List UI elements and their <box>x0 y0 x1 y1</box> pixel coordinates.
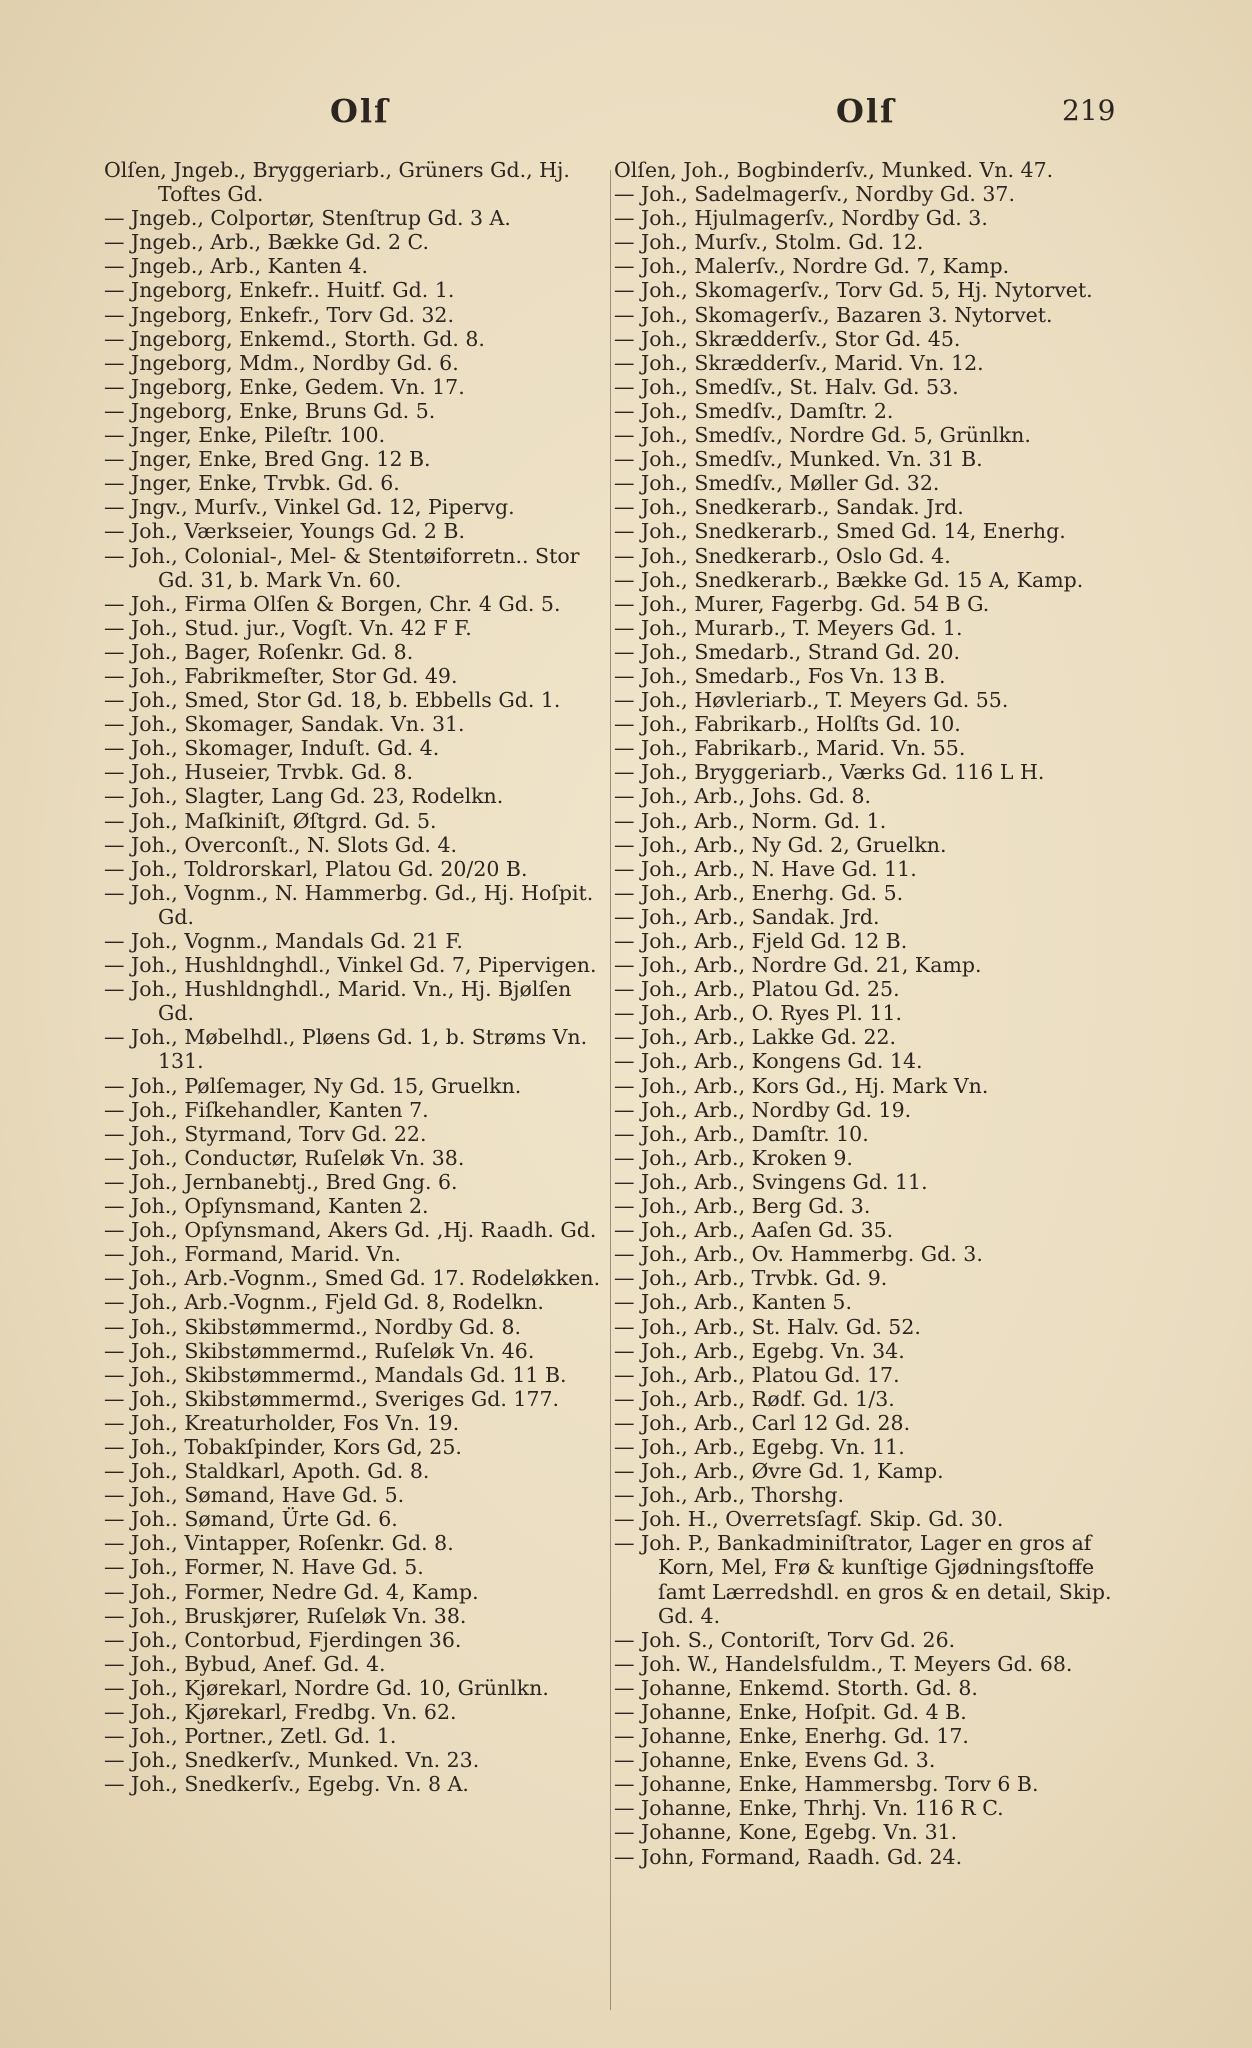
directory-entry: — Joh., Maſkiniſt, Øſtgrd. Gd. 5. <box>104 808 437 833</box>
directory-entry: — Joh., Skrædderſv., Marid. Vn. 12. <box>614 350 984 375</box>
directory-entry: — Joh., Arb.-Vognm., Fjeld Gd. 8, Rodelkn. <box>104 1290 544 1315</box>
directory-entry: Olſen, Joh., Bogbinderſv., Munked. Vn. 47. <box>614 158 1054 182</box>
directory-entry: — Joh., Smedarb., Strand Gd. 20. <box>614 639 961 664</box>
directory-entry: — Joh., Snedkerarb., Sandak. Jrd. <box>614 495 964 520</box>
directory-entry: — Jngeborg, Enke, Gedem. Vn. 17. <box>104 374 465 399</box>
directory-entry: — Joh., Skomager, Sandak. Vn. 31. <box>104 712 465 737</box>
directory-entry: — Joh., Arb., Carl 12 Gd. 28. <box>614 1410 911 1435</box>
directory-entry: — Joh., Former, Nedre Gd. 4, Kamp. <box>104 1579 479 1604</box>
directory-entry: — Joh., Stud. jur., Vogſt. Vn. 42 F F. <box>104 615 472 640</box>
directory-entry: — Joh., Murer, Fagerbg. Gd. 54 B G. <box>614 591 990 616</box>
directory-entry: — Joh., Arb., Berg Gd. 3. <box>614 1194 871 1219</box>
directory-entry: — Joh., Arb.-Vognm., Smed Gd. 17. Rodeløkken. <box>104 1266 601 1291</box>
directory-entry: — Johanne, Enke, Hoſpit. Gd. 4 B. <box>614 1700 967 1724</box>
directory-entry: — Joh., Arb., Thorshg. <box>614 1483 844 1508</box>
directory-entry: — Joh., Høvleriarb., T. Meyers Gd. 55. <box>614 688 1009 713</box>
directory-entry: — Jnger, Enke, Pileſtr. 100. <box>104 423 386 448</box>
directory-entry: — Joh., Skomagerſv., Bazaren 3. Nytorvet. <box>614 302 1053 327</box>
directory-entry: — Joh., Snedkerarb., Oslo Gd. 4. <box>614 543 951 568</box>
directory-entry: — Joh., Skibstømmermd., Sveriges Gd. 177. <box>104 1386 560 1411</box>
directory-entry: — Joh., Arb., Nordby Gd. 19. <box>614 1097 912 1122</box>
directory-entry: — Joh., Smed, Stor Gd. 18, b. Ebbells Gd. 1. <box>104 688 561 713</box>
directory-entry: — Joh., Sømand, Have Gd. 5. <box>104 1483 405 1508</box>
directory-entry: — Joh., Firma Olſen & Borgen, Chr. 4 Gd. 5. <box>104 591 561 616</box>
directory-entry: — Joh., Smedſv., Møller Gd. 32. <box>614 471 940 496</box>
directory-entry: — Joh., Fabrikarb., Marid. Vn. 55. <box>614 736 966 761</box>
directory-entry: — Joh., Arb., Sandak. Jrd. <box>614 904 880 929</box>
directory-entry: — Joh., Staldkarl, Apoth. Gd. 8. <box>104 1459 430 1484</box>
directory-entry: — Jnger, Enke, Trvbk. Gd. 6. <box>104 471 400 496</box>
directory-entry: — Joh., Murſv., Stolm. Gd. 12. <box>614 230 924 255</box>
directory-entry: — Joh., Slagter, Lang Gd. 23, Rodelkn. <box>104 784 504 809</box>
directory-entry: — Joh., Arb., Øvre Gd. 1, Kamp. <box>614 1459 944 1484</box>
directory-entry: — Joh., Skomagerſv., Torv Gd. 5, Hj. Nytorvet. <box>614 278 1093 303</box>
directory-entry: — Joh., Overconſt., N. Slots Gd. 4. <box>104 832 458 857</box>
directory-entry: — Joh., Værkseier, Youngs Gd. 2 B. <box>104 519 465 544</box>
directory-entry: — Joh., Kreaturholder, Fos Vn. 19. <box>104 1410 460 1435</box>
directory-entry: — Joh., Arb., Aaſen Gd. 35. <box>614 1218 894 1243</box>
directory-entry: — Johanne, Kone, Egebg. Vn. 31. <box>614 1820 958 1845</box>
directory-entry: — Joh., Smedſv., St. Halv. Gd. 53. <box>614 374 959 399</box>
directory-entry: — Joh., Hushldnghdl., Marid. Vn., Hj. Bjølſen Gd. <box>104 977 572 1026</box>
directory-entry: — Joh., Arb., Platou Gd. 17. <box>614 1362 900 1387</box>
directory-entry: — Joh., Fiſkehandler, Kanten 7. <box>104 1097 429 1122</box>
directory-entry: — Joh., Arb., Fjeld Gd. 12 B. <box>614 929 908 953</box>
directory-entry: — Joh., Fabrikarb., Holſts Gd. 10. <box>614 712 961 737</box>
directory-entry: — Joh., Snedkerſv., Munked. Vn. 23. <box>104 1748 480 1773</box>
directory-entry: — Joh., Arb., Norm. Gd. 1. <box>614 808 887 833</box>
directory-entry: — Joh., Arb., Egebg. Vn. 34. <box>614 1338 905 1363</box>
directory-entry: — Johanne, Enke, Evens Gd. 3. <box>614 1748 936 1773</box>
directory-entry: — Joh., Arb., St. Halv. Gd. 52. <box>614 1314 921 1339</box>
directory-entry: — Joh., Arb., Damſtr. 10. <box>614 1121 869 1146</box>
directory-entry: — Joh., Bryggeriarb., Værks Gd. 116 L H. <box>614 760 1045 785</box>
directory-entry: — Joh. P., Bankadminiſtrator, Lager en gros af Korn, Mel, Frø & kunſtige Gjødningsſtoffe ſamt Lærredshdl. en gros & en detail, Skip. Gd. 4. <box>614 1531 1112 1628</box>
directory-entry: — Joh., Skrædderſv., Stor Gd. 45. <box>614 326 961 351</box>
directory-entry: — Joh., Arb., Kors Gd., Hj. Mark Vn. <box>614 1073 989 1098</box>
directory-entry: — Joh., Arb., O. Ryes Pl. 11. <box>614 1001 903 1026</box>
directory-entry: — Joh., Hushldnghdl., Vinkel Gd. 7, Pipervigen. <box>104 953 597 978</box>
left-running-header: Olſ <box>330 92 390 130</box>
directory-entry: — John, Formand, Raadh. Gd. 24. <box>614 1844 963 1869</box>
directory-entry: — Joh., Smedſv., Damſtr. 2. <box>614 398 894 423</box>
directory-entry: — Jngeborg, Mdm., Nordby Gd. 6. <box>104 350 459 375</box>
directory-entry: — Joh., Former, N. Have Gd. 5. <box>104 1555 424 1580</box>
directory-entry: — Joh. S., Contoriſt, Torv Gd. 26. <box>614 1627 956 1652</box>
directory-entry: — Joh., Fabrikmeſter, Stor Gd. 49. <box>104 663 458 688</box>
directory-entry: — Joh., Skibstømmermd., Ruſeløk Vn. 46. <box>104 1338 535 1363</box>
directory-entry: — Joh., Smedſv., Munked. Vn. 31 B. <box>614 447 983 472</box>
directory-entry: — Joh., Bybud, Anef. Gd. 4. <box>104 1651 386 1676</box>
directory-entry: — Johanne, Enke, Hammersbg. Torv 6 B. <box>614 1772 1039 1797</box>
directory-entry: — Jngeborg, Enke, Bruns Gd. 5. <box>104 398 436 423</box>
directory-entry: — Joh.. Sømand, Ürte Gd. 6. <box>104 1507 398 1532</box>
directory-entry: — Joh., Smedſv., Nordre Gd. 5, Grünlkn. <box>614 423 1031 448</box>
directory-entry: — Joh., Arb., Kongens Gd. 14. <box>614 1049 923 1074</box>
directory-entry: — Johanne, Enke, Enerhg. Gd. 17. <box>614 1724 969 1749</box>
directory-entry: — Joh., Arb., Ov. Hammerbg. Gd. 3. <box>614 1242 983 1267</box>
directory-entry: — Joh., Vognm., Mandals Gd. 21 F. <box>104 929 463 953</box>
directory-entry: — Joh., Bruskjører, Ruſeløk Vn. 38. <box>104 1603 467 1628</box>
directory-entry: — Joh., Arb., Platou Gd. 25. <box>614 977 900 1002</box>
directory-entry: — Joh., Skibstømmermd., Mandals Gd. 11 B. <box>104 1362 567 1387</box>
directory-entry: — Jngeborg, Enkefr.. Huitf. Gd. 1. <box>104 278 455 303</box>
directory-entry: — Joh., Formand, Marid. Vn. <box>104 1242 401 1267</box>
directory-entry: — Joh., Skibstømmermd., Nordby Gd. 8. <box>104 1314 522 1339</box>
directory-entry: — Joh., Kjørekarl, Fredbg. Vn. 62. <box>104 1700 457 1724</box>
directory-entry: — Joh., Hjulmagerſv., Nordby Gd. 3. <box>614 206 988 231</box>
directory-entry: — Joh., Arb., Egebg. Vn. 11. <box>614 1434 905 1459</box>
directory-entry: — Joh., Arb., Ny Gd. 2, Gruelkn. <box>614 832 947 857</box>
directory-entry: — Joh., Jernbanebtj., Bred Gng. 6. <box>104 1169 458 1194</box>
directory-entry: — Joh., Kjørekarl, Nordre Gd. 10, Grünlkn. <box>104 1675 549 1700</box>
page-number: 219 <box>1062 94 1116 127</box>
directory-entry: — Joh., Toldrorskarl, Platou Gd. 20/20 B. <box>104 856 528 881</box>
directory-entry: — Joh., Vognm., N. Hammerbg. Gd., Hj. Hoſpit. Gd. <box>104 880 594 929</box>
left-column <box>104 158 604 1796</box>
directory-entry: — Joh., Arb., Trvbk. Gd. 9. <box>614 1266 888 1291</box>
directory-entry: — Jngeb., Arb., Bække Gd. 2 C. <box>104 230 430 255</box>
directory-entry: — Joh., Malerſv., Nordre Gd. 7, Kamp. <box>614 254 1010 279</box>
directory-entry: — Joh., Arb., Nordre Gd. 21, Kamp. <box>614 953 982 978</box>
directory-entry: — Joh., Bager, Roſenkr. Gd. 8. <box>104 639 414 664</box>
directory-entry: — Joh. H., Overretsſagf. Skip. Gd. 30. <box>614 1507 1004 1532</box>
directory-entry: — Johanne, Enkemd. Storth. Gd. 8. <box>614 1675 978 1700</box>
directory-entry: — Joh., Sadelmagerſv., Nordby Gd. 37. <box>614 182 1015 207</box>
directory-entry: — Joh., Vintapper, Roſenkr. Gd. 8. <box>104 1531 454 1556</box>
directory-entry: — Joh., Snedkerſv., Egebg. Vn. 8 A. <box>104 1772 469 1797</box>
column-divider <box>610 170 611 2010</box>
directory-entry: — Joh., Møbelhdl., Pløens Gd. 1, b. Strøms Vn. 131. <box>104 1025 588 1074</box>
directory-entry: — Joh. W., Handelsfuldm., T. Meyers Gd. 68. <box>614 1651 1073 1676</box>
directory-entry: — Jnger, Enke, Bred Gng. 12 B. <box>104 447 431 472</box>
directory-entry: — Joh., Smedarb., Fos Vn. 13 B. <box>614 663 946 688</box>
directory-entry: — Jngeborg, Enkefr., Torv Gd. 32. <box>104 302 454 327</box>
directory-entry: — Joh., Arb., Lakke Gd. 22. <box>614 1025 897 1050</box>
directory-entry: — Joh., Huseier, Trvbk. Gd. 8. <box>104 760 414 785</box>
right-running-header: Olſ <box>836 92 896 130</box>
directory-entry: — Joh., Arb., Enerhg. Gd. 5. <box>614 880 904 905</box>
directory-entry: — Joh., Portner., Zetl. Gd. 1. <box>104 1724 397 1749</box>
directory-entry: — Jngeb., Arb., Kanten 4. <box>104 254 369 279</box>
directory-entry: — Joh., Murarb., T. Meyers Gd. 1. <box>614 615 963 640</box>
directory-entry: — Joh., Conductør, Ruſeløk Vn. 38. <box>104 1145 465 1170</box>
directory-entry: — Johanne, Enke, Thrhj. Vn. 116 R C. <box>614 1796 1004 1821</box>
directory-entry: — Joh., Arb., Svingens Gd. 11. <box>614 1169 928 1194</box>
directory-entry: — Joh., Arb., Rødf. Gd. 1/3. <box>614 1386 895 1411</box>
directory-entry: — Jngeb., Colportør, Stenſtrup Gd. 3 A. <box>104 206 511 231</box>
directory-entry: — Joh., Skomager, Induſt. Gd. 4. <box>104 736 440 761</box>
directory-entry: — Joh., Opſynsmand, Kanten 2. <box>104 1194 429 1219</box>
directory-entry: — Joh., Arb., Kanten 5. <box>614 1290 852 1315</box>
directory-entry: — Joh., Contorbud, Fjerdingen 36. <box>104 1627 462 1652</box>
directory-entry: — Joh., Arb., Johs. Gd. 8. <box>614 784 872 809</box>
directory-entry: — Joh., Arb., N. Have Gd. 11. <box>614 856 917 881</box>
directory-entry: — Jngv., Murſv., Vinkel Gd. 12, Pipervg. <box>104 495 515 520</box>
right-column <box>614 158 1114 1869</box>
directory-entry: — Joh., Styrmand, Torv Gd. 22. <box>104 1121 427 1146</box>
directory-entry: — Joh., Snedkerarb., Smed Gd. 14, Enerhg. <box>614 519 1066 544</box>
directory-entry: — Joh., Tobakſpinder, Kors Gd, 25. <box>104 1434 462 1459</box>
directory-entry: — Joh., Opſynsmand, Akers Gd. ,Hj. Raadh. Gd. <box>104 1218 597 1243</box>
directory-entry: — Joh., Pølſemager, Ny Gd. 15, Gruelkn. <box>104 1073 522 1098</box>
directory-entry: — Joh., Arb., Kroken 9. <box>614 1145 853 1170</box>
directory-entry: — Jngeborg, Enkemd., Storth. Gd. 8. <box>104 326 485 351</box>
directory-entry: — Joh., Colonial-, Mel- & Stentøiforretn.. Stor Gd. 31, b. Mark Vn. 60. <box>104 543 580 592</box>
directory-entry: Olſen, Jngeb., Bryggeriarb., Grüners Gd., Hj. Toftes Gd. <box>104 158 570 207</box>
directory-entry: — Joh., Snedkerarb., Bække Gd. 15 A, Kamp. <box>614 567 1084 592</box>
